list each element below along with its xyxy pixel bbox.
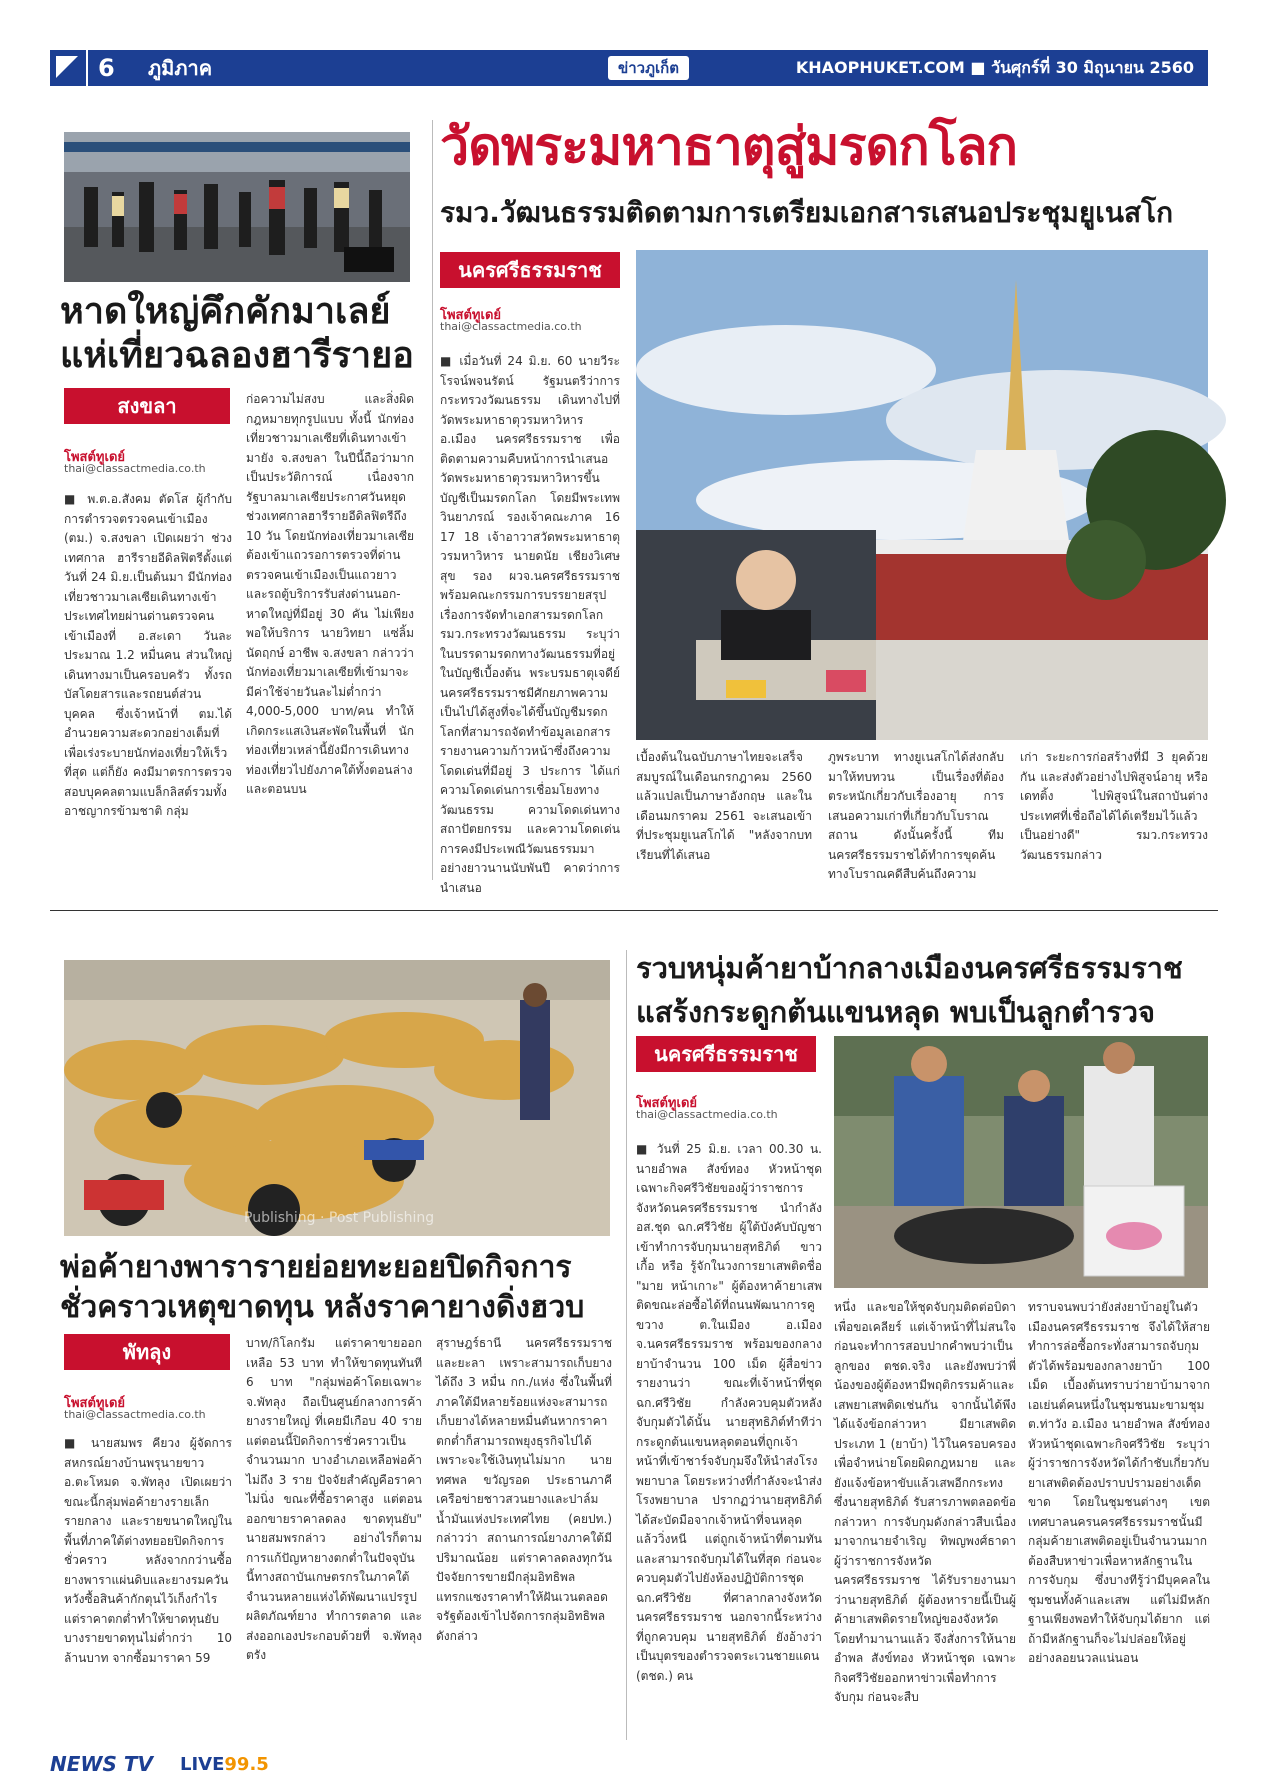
story1-email[interactable]: thai@classactmedia.co.th	[64, 462, 206, 475]
story3-col3: สุราษฎร์ธานี นครศรีธรรมราช และยะลา เพราะสามารถเก็บยางได้ถึง 3 หมื่น กก./แห่ง ซึ่งในพื้นที่ภาคใต้มีหลายร้อยแห่งจะสามารถเก็บยางได้หลายหมื่นตันหากราคาตกต่ำก็สามารถพยุงธุรกิจไปได้เพราะจะใช้เงินทุนไม่มาก นายทศพล ขวัญรอด ประธานภาคีเครือข่ายชาวสวนยางและปาล์มน้ำมันแห่งประเทศไทย (คยปท.) กล่าวว่า สถานการณ์ยางภาคใต้มีปริมาณน้อย แต่ราคาลดลงทุกวัน ปัจจัยการขายมีกลุ่มอิทธิพลแทรกแซงราคาทำให้ฝันเวนตลอดจรัฐต้องเข้าไปจัดการกลุ่มอิทธิพลดังกล่าว	[436, 1336, 612, 1643]
page-number: 6	[98, 54, 115, 82]
story2-col3: ภูพระบาท ทางยูเนสโกได้ส่งกลับมาให้ทบทวน เป็นเรื่องที่ต้องตระหนักเกี่ยวกับเรื่องอายุ การเสนอความเก่าที่เกี่ยวกับโบราณสถาน ดังนั้นครั้งนี้ ทีมนครศรีธรรมราชได้ทำการขุดค้นทางโบราณคดีสืบค้นถึงความ	[828, 750, 1004, 881]
story3-col2: บาท/กิโลกรัม แต่ราคาขายออกเหลือ 53 บาท ทำให้ขาดทุนทันที 6 บาท "กลุ่มพ่อค้าโดยเฉพาะ จ.พัทลุง ถือเป็นศูนย์กลางการค้ายางรายใหญ่ ที่เคยมีเกือบ 40 ราย แต่ตอนนี้ปิดกิจการชั่วคราวเป็นจำนวนมาก บางอำเภอเหลือพ่อค้าไม่ถึง 3 ราย ปัจจัยสำคัญคือราคาไม่นิ่ง ขณะที่ซื้อราคาสูง แต่ตอนออกขายราคาลดลง ขาดทุนยับ" นายสมพรกล่าว อย่างไรก็ตาม การแก้ปัญหายางตกต่ำในปัจจุบันนี้ทางสถาบันเกษตรกรในภาคใต้จำนวนหลายแห่งได้พัฒนาแปรรูปผลิตภัณฑ์ยาง ทำการตลาด และส่งออกเองประกอบด้วยที่ จ.พัทลุง ตรัง	[246, 1336, 422, 1662]
photo-watermark: Publishing · Post Publishing	[244, 1210, 435, 1226]
photo-rubber-sheets	[64, 960, 610, 1236]
story4-col3: ทราบจนพบว่ายังส่งยาบ้าอยู่ในตัวเมืองนครศรีธรรมราช จึงได้ให้สายทำการล่อซื้อกระทั่งสามารถจับกุมตัวได้พร้อมของกลางยาบ้า 100 เม็ด เบื้องต้นทราบว่ายาบ้ามาจากเอเย่นต์คนหนึ่งในชุมชนมะขามชุม ต.ท่าวัง อ.เมือง นายอำพล สังข์ทอง หัวหน้าชุดเฉพาะกิจศรีวิชัย ระบุว่า ผู้ว่าราชการจังหวัดได้กำชับเกี่ยวกับยาเสพติดต้องปราบปรามอย่างเด็ดขาด โดยในชุมชนต่างๆ เขตเทศบาลนครนครศรีธรรมราชนั้นมีกลุ่มค้ายาเสพติดอยู่เป็นจำนวนมาก ต้องสืบหาข่าวเพื่อหาหลักฐานในการจับกุม ซึ่งบางทีรู้ว่ามีบุคคลในชุมชนทั้งค้าและเสพ แต่ไม่มีหลักฐานเพียงพอทำให้จับกุมได้ยาก แต่ถ้ามีหลักฐานก็จะไม่ปล่อยให้อยู่อย่างลอยนวลแน่นอน	[1028, 1300, 1210, 1665]
photo-arrest	[834, 1036, 1208, 1288]
live-logo-text: LIVE	[180, 1754, 225, 1775]
masthead-band	[88, 50, 1208, 86]
column-divider	[432, 120, 433, 880]
story1-byline: โพสต์ทูเดย์	[64, 450, 126, 465]
site-date: KHAOPHUKET.COM ■ วันศุกร์ที่ 30 มิถุนายน 2560	[795, 58, 1194, 77]
story2-col1: ■ เมื่อวันที่ 24 มิ.ย. 60 นายวีระ โรจน์พจนรัตน์ รัฐมนตรีว่าการกระทรวงวัฒนธรรม เดินทางไปที่วัดพระมหาธาตุวรมหาวิหาร อ.เมือง นครศรีธรรมราช เพื่อติดตามความคืบหน้าการนำเสนอวัดพระมหาธาตุวรมหาวิหารขึ้นบัญชีเป็นมรดกโลก โดยมีพระเทพวินยาภรณ์ รองเจ้าคณะภาค 16 17 18 เจ้าอาวาสวัดพระมหาธาตุวรมหาวิหาร นายดนัย เชียงวิเศษสุข รอง ผวจ.นครศรีธรรมราช พร้อมคณะกรรมการบรรยายสรุปเรื่องการจัดทำเอกสารมรดกโลก รมว.กระทรวงวัฒนธรรม ระบุว่า ในบรรดามรดกทางวัฒนธรรมที่อยู่ในบัญชีเบื้องต้น พระบรมธาตุเจดีย์นครศรีธรรมราชมีศักยภาพความเป็นไปได้สูงที่จะได้ขึ้นบัญชีมรดกโลกที่สามารถจัดทำข้อมูลเอกสารรายงานความก้าวหน้าซึ่งถึงความโดดเด่นที่มีอยู่ 3 ประการ ได้แก่ความโดดเด่นการเชื่อมโยงทางวัฒนธรรม ความโดดเด่นทางสถาปัตยกรรม และความโดดเด่นการคงมีประเพณีวัฒนธรรมมาอย่างยาวนานนับพันปี คาดว่าการนำเสนอ	[440, 354, 620, 895]
story2-col2: เบื้องต้นในฉบับภาษาไทยจะเสร็จสมบูรณ์ในเดือนกรกฎาคม 2560 แล้วแปลเป็นภาษาอังกฤษ และในเดือนมกราคม 2561 จะเสนอเข้าที่ประชุมยูเนสโกได้ "หลังจากบทเรียนที่ได้เสนอ	[636, 750, 812, 862]
publisher-logo-icon	[50, 50, 86, 86]
photo-tourists-queue	[64, 132, 410, 282]
footer-news-logo: NEWS TV	[50, 1752, 153, 1776]
story3-email[interactable]: thai@classactmedia.co.th	[64, 1408, 206, 1421]
section-label: ภูมิภาค	[148, 56, 213, 80]
column-divider-bottom	[626, 950, 627, 1740]
story1-headline: หาดใหญ่คึกคักมาเลย์ แห่เที่ยวฉลองฮารีรายอ	[60, 291, 414, 376]
live-logo-number: 99.5	[224, 1754, 269, 1775]
story4-tag: นครศรีธรรมราช	[636, 1036, 816, 1072]
story3-tag: พัทลุง	[64, 1334, 230, 1370]
story4-headline: รวบหนุ่มค้ายาบ้ากลางเมืองนครศรีธรรมราช แสร้งกระดูกต้นแขนหลุด พบเป็นลูกตำรวจ	[636, 951, 1183, 1029]
story2-email[interactable]: thai@classactmedia.co.th	[440, 320, 582, 333]
story1-col2: ก่อความไม่สงบ และสิ่งผิดกฎหมายทุกรูปแบบ ทั้งนี้ นักท่องเที่ยวชาวมาเลเซียที่เดินทางเข้ามายัง จ.สงขลา ในปีนี้ถือว่ามากเป็นประวัติการณ์ เนื่องจากรัฐบาลมาเลเซียประกาศวันหยุดช่วงเทศกาลฮารีรายอีดิลฟิตรีถึง 10 วัน โดยนักท่องเที่ยวมาเลเซียต้องเข้าแถวรอการตรวจที่ด่านตรวจคนเข้าเมืองเป็นแถวยาว และรถตู้บริการรับส่งด่านนอก-หาดใหญ่ที่มีอยู่ 30 คัน ไม่เพียงพอให้บริการ นายวิทยา แซ่ลิ้ม นัดฤกษ์ อาชีพ จ.สงขลา กล่าวว่า นักท่องเที่ยวมาเลเซียที่เข้ามาจะมีค่าใช้จ่ายวันละไม่ต่ำกว่า 4,000-5,000 บาท/คน ทำให้เกิดกระแสเงินสะพัดในพื้นที่ นักท่องเที่ยวเหล่านี้ยังมีการเดินทางท่องเที่ยวไปยังภาคใต้ทั้งตอนล่างและตอนบน	[246, 392, 414, 796]
story1-col1: ■ พ.ต.อ.สังคม ตัดโส ผู้กำกับ การตำรวจตรวจคนเข้าเมือง (ตม.) จ.สงขลา เปิดเผยว่า ช่วงเทศกาล ฮารีรายอีดิลฟิตรีตั้งแต่วันที่ 24 มิ.ย.เป็นต้นมา มีนักท่องเที่ยวชาวมาเลเซียเดินทางเข้าประเทศไทยผ่านด่านตรวจคนเข้าเมืองที่ อ.สะเดา วันละประมาณ 1.2 หมื่นคน ส่วนใหญ่เดินทางมาเป็นครอบครัว ทั้งรถบัสโดยสารและรถยนต์ส่วนบุคคล ซึ่งเจ้าหน้าที่ ตม.ได้อำนวยความสะดวกอย่างเต็มที่ เพื่อเร่งระบายนักท่องเที่ยวให้เร็วที่สุด แต่ก็ยัง คงมีมาตรการตรวจสอบบุคคลตามแบล็กลิสต์รวมทั้งอาชญากรข้ามชาติ กลุ่ม	[64, 492, 232, 818]
story2-tag: นครศรีธรรมราช	[440, 252, 620, 288]
story2-headline: วัดพระมหาธาตุสู่มรดกโลก	[440, 117, 1018, 177]
footer-live-logo	[180, 1754, 269, 1775]
newspaper-logo: ข่าวภูเก็ต	[608, 56, 689, 80]
story4-col2: หนึ่ง และขอให้ชุดจับกุมติดต่อบิดาเพื่อขอเคลียร์ แต่เจ้าหน้าที่ไม่สนใจ ก่อนจะทำการสอบปากคำพบว่าเป็นลูกของ ตชด.จริง และยังพบว่าพี่น้องของผู้ต้องหามีพฤติกรรมค้าและเสพยาเสพติดเช่นกัน จากนั้นได้พึงได้แจ้งข้อกล่าวหา มียาเสพติดประเภท 1 (ยาบ้า) ไว้ในครอบครองเพื่อจำหน่ายโดยผิดกฎหมาย และยังแจ้งข้อหาขับแล้วเสพอีกกระทง ซึ่งนายสุทธิภิต์ รับสารภาพตลอดข้อกล่าวหา การจับกุมดังกล่าวสืบเนื่องมาจากนายจำเริญ ทิพญพงศ์ธาดา ผู้ว่าราชการจังหวัดนครศรีธรรมราช ได้รับรายงานมาว่านายสุทธิภิต์ ผู้ต้องหารายนี้เป็นผู้ค้ายาเสพติดรายใหญ่ของจังหวัด โดยทำมานานแล้ว จึงสั่งการให้นายอำพล สังข์ทอง หัวหน้าชุด เฉพาะกิจศรีวิชัยออกหาข่าวเพื่อทำการจับกุม ก่อนจะสืบ	[834, 1300, 1016, 1704]
story3-col1: ■ นายสมพร คียวง ผู้จัดการสหกรณ์ยางบ้านพรุนายขาว อ.ตะโหมด จ.พัทลุง เปิดเผยว่า ขณะนี้กลุ่มพ่อค้ายางรายเล็ก รายกลาง และรายขนาดใหญ่ในพื้นที่ภาคใต้ต่างทยอยปิดกิจการชั่วคราว หลังจากกว่านซื้อยางพาราแผ่นดิบและยางรมควันหวังซื้อสินค้ากักตุนไว้เก็งกำไร แต่ราคาตกต่ำทำให้ขาดทุนยับ บางรายขาดทุนไม่ต่ำกว่า 10 ล้านบาท จากซื้อมาราคา 59	[64, 1436, 232, 1665]
story2-subhead: รมว.วัฒนธรรมติดตามการเตรียมเอกสารเสนอประชุมยูเนสโก	[440, 196, 1174, 229]
story3-byline: โพสต์ทูเดย์	[64, 1396, 126, 1411]
story4-email[interactable]: thai@classactmedia.co.th	[636, 1108, 778, 1121]
story4-byline: โพสต์ทูเดย์	[636, 1096, 698, 1111]
story2-byline: โพสต์ทูเดย์	[440, 308, 502, 323]
story1-tag: สงขลา	[64, 388, 230, 424]
horizontal-divider	[50, 910, 1218, 911]
story4-col1: ■ วันที่ 25 มิ.ย. เวลา 00.30 น. นายอำพล สังข์ทอง หัวหน้าชุดเฉพาะกิจศรีวิชัยของผู้ว่าราชการจังหวัดนครศรีธรรมราช นำกำลัง อส.ชุด ฉก.ศรีวิชัย ผู้ใต้บังคับบัญชาเข้าทำการจับกุมนายสุทธิภิต์ ขาวเกื้อ หรือ รู้จักในวงการยาเสพติดชื่อ "มาย หน้าเกาะ" ผู้ต้องหาค้ายาเสพติดขณะล่อซื้อได้ที่ถนนพัฒนาการคูขวาง ต.ในเมือง อ.เมือง จ.นครศรีธรรมราช พร้อมของกลางยาบ้าจำนวน 100 เม็ด ผู้สื่อข่าวรายงานว่า ขณะที่เจ้าหน้าที่ชุด ฉก.ศรีวิชัย กำลังควบคุมตัวหลังจับกุมตัวได้นั้น นายสุทธิภิต์ทำทีว่ากระดูกต้นแขนหลุดตอนที่ถูกเจ้าหน้าที่เข้าชาร์จจับกุมจึงให้นำส่งโรงพยาบาล โดยระหว่างที่กำลังจะนำส่งโรงพยาบาล ปรากฏว่านายสุทธิภิต์ ได้สะบัดมือจากเจ้าหน้าที่จนหลุดแล้ววิ่งหนี แต่ถูกเจ้าหน้าที่ตามทันและสามารถจับกุมได้ในที่สุด ก่อนจะควบคุมตัวไปยังห้องปฏิบัติการชุด ฉก.ศรีวิชัย ที่ศาลากลางจังหวัดนครศรีธรรมราช นอกจากนี้ระหว่างที่ถูกควบคุม นายสุทธิภิต์ ยังอ้างว่าเป็นบุตรของตำรวจตระเวนชายแดน (ตชด.) คน	[636, 1142, 822, 1683]
photo-chedi-temple	[636, 250, 1208, 740]
story3-headline: พ่อค้ายางพารารายย่อยทะยอยปิดกิจการ ชั่วคราวเหตุขาดทุน หลังราคายางดิ่งฮวบ	[60, 1250, 585, 1325]
story2-col4: เก่า ระยะการก่อสร้างที่มี 3 ยุคด้วยกัน และส่งตัวอย่างไปพิสูจน์อายุ หรือ เดทติ้ง ไปพิสูจน์ในสถาบันต่างประเทศที่เชื่อถือได้ได้เตรียมไว้แล้วเป็นอย่างดี" รมว.กระทรวงวัฒนธรรมกล่าว	[1020, 750, 1208, 862]
